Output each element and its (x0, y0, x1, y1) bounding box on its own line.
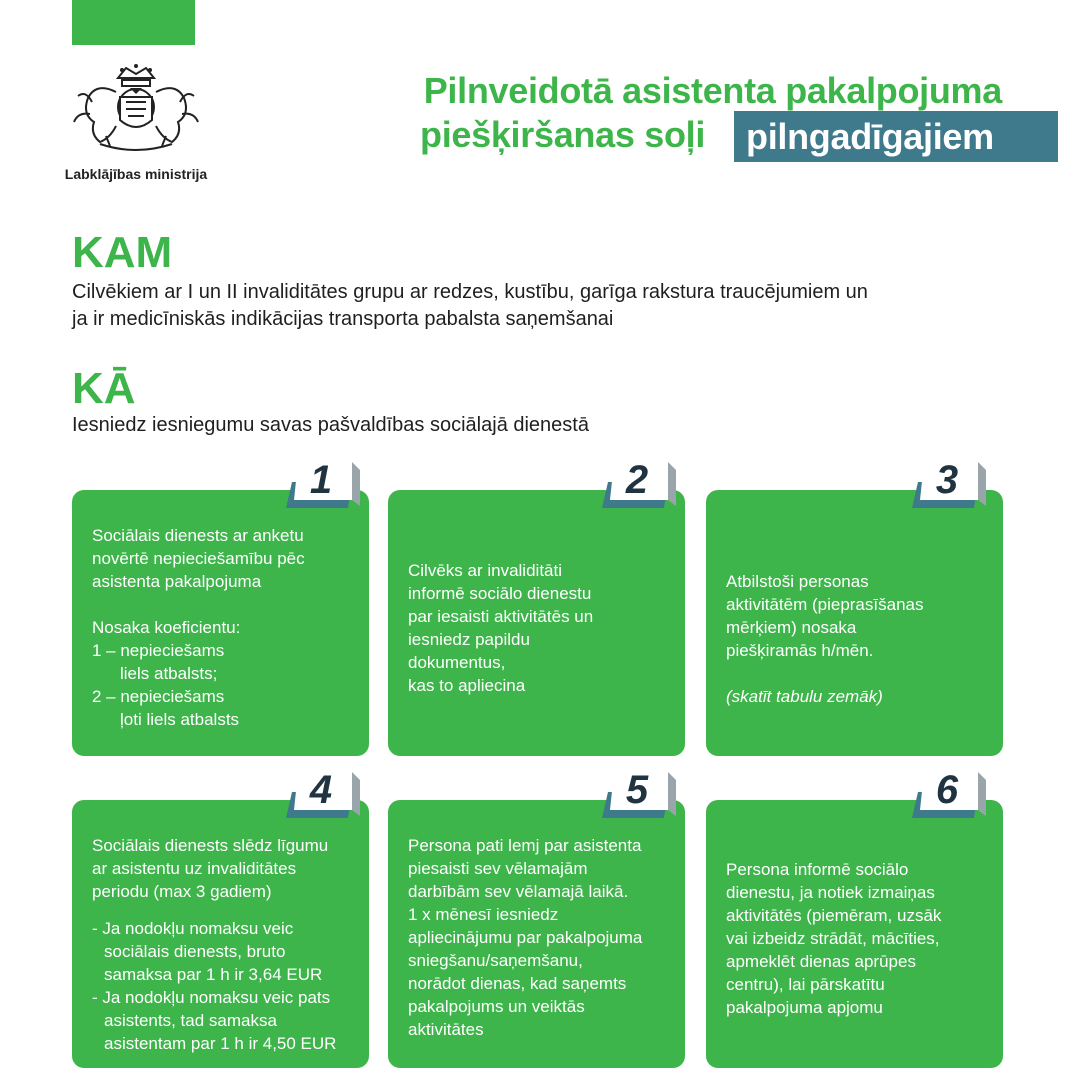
step-text: asistentam par 1 h ir 4,50 EUR (104, 1034, 337, 1053)
step-badge-1 (282, 460, 362, 510)
step-text: - Ja nodokļu nomaksu veic (92, 919, 294, 938)
step-text: ļoti liels atbalsts (120, 710, 240, 729)
step-text: pakalpojuma apjomu (726, 998, 883, 1017)
title-line1: Pilnveidotā asistenta pakalpojuma (423, 70, 1002, 111)
ministry-logo (56, 62, 216, 192)
step-text: samaksa par 1 h ir 3,64 EUR (104, 965, 323, 984)
step-number: 3 (935, 458, 959, 502)
step-card-1 (72, 490, 369, 756)
step-text: liels atbalsts; (120, 664, 218, 683)
step-text: Sociālais dienests ar anketu (92, 526, 304, 545)
step-card-3 (706, 490, 1003, 756)
step-text: aktivitātēm (pieprasīšanas (726, 595, 924, 614)
step-text: Atbilstoši personas (726, 572, 869, 591)
step-text: pakalpojums un veiktās (408, 997, 585, 1016)
step-text: iesniedz papildu (408, 630, 530, 649)
step-text: piešķiramās h/mēn. (726, 641, 874, 660)
step-card-6 (706, 800, 1003, 1068)
step-text: darbībām sev vēlamajā laikā. (408, 882, 629, 901)
step-text: piesaisti sev vēlamajām (408, 859, 588, 878)
step-text: Nosaka koeficientu: (92, 618, 241, 637)
step-note: (skatīt tabulu zemāk) (726, 687, 883, 706)
step-card-2 (388, 490, 685, 756)
step-text: 2 – nepieciešams (92, 687, 225, 706)
title-line2: piešķiršanas soļi (420, 114, 706, 155)
step-text: ar asistentu uz invaliditātes (92, 859, 297, 878)
step-badge-6 (908, 770, 988, 820)
step-text: periodu (max 3 gadiem) (92, 882, 272, 901)
step-number: 6 (935, 768, 959, 812)
step-text: par iesaisti aktivitātēs un (408, 607, 594, 626)
logo-text: Labklājības ministrija (64, 166, 208, 182)
ka-heading: KĀ (72, 364, 136, 413)
step-text: norādot dienas, kad saņemts (408, 974, 627, 993)
step-number: 1 (309, 458, 333, 502)
step-text: novērtē nepieciešamību pēc (92, 549, 305, 568)
step-text: Sociālais dienests slēdz līgumu (92, 836, 329, 855)
step-text: aktivitātēs (piemēram, uzsāk (726, 906, 942, 925)
kam-heading: KAM (72, 228, 173, 277)
step-text: sniegšanu/saņemšanu, (408, 951, 583, 970)
step-text: informē sociālo dienestu (408, 584, 592, 603)
step-text: Persona pati lemj par asistenta (408, 836, 642, 855)
step-text: Cilvēks ar invaliditāti (408, 561, 562, 580)
step-text: - Ja nodokļu nomaksu veic pats (92, 988, 331, 1007)
step-text: 1 – nepieciešams (92, 641, 225, 660)
step-text: apmeklēt dienas aprūpes (726, 952, 916, 971)
step-text: mērķiem) nosaka (726, 618, 857, 637)
step-text: Persona informē sociālo (726, 860, 909, 879)
kam-text-line1: Cilvēkiem ar I un II invaliditātes grupu ar redzes, kustību, garīga rakstura traucējumiem un (72, 281, 868, 303)
step-badge-5 (598, 770, 678, 820)
step-text: centru), lai pārskatītu (726, 975, 885, 994)
step-badge-2 (598, 460, 678, 510)
kam-text-line2: ja ir medicīniskās indikācijas transporta pabalsta saņemšanai (72, 308, 614, 330)
step-text: 1 x mēnesī iesniedz (408, 905, 559, 924)
step-text: dienestu, ja notiek izmaiņas (726, 883, 935, 902)
title-highlight: pilngadīgajiem (734, 111, 1058, 162)
step-text: aktivitātes (408, 1020, 484, 1039)
step-badge-4 (282, 770, 362, 820)
step-card-4 (72, 800, 369, 1068)
step-text: asistenta pakalpojuma (92, 572, 262, 591)
step-text: kas to apliecina (408, 676, 526, 695)
top-accent-bar (72, 0, 195, 45)
step-text: sociālais dienests, bruto (104, 942, 286, 961)
step-text: apliecinājumu par pakalpojuma (408, 928, 643, 947)
step-card-5 (388, 800, 685, 1068)
step-number: 5 (625, 768, 649, 812)
coat-of-arms-icon (70, 62, 202, 162)
ka-text: Iesniedz iesniegumu savas pašvaldības sociālajā dienestā (72, 414, 589, 436)
step-number: 2 (625, 458, 649, 502)
step-text: vai izbeidz strādāt, mācīties, (726, 929, 940, 948)
step-badge-3 (908, 460, 988, 510)
step-number: 4 (309, 768, 333, 812)
step-text: dokumentus, (408, 653, 506, 672)
step-text: asistents, tad samaksa (104, 1011, 277, 1030)
